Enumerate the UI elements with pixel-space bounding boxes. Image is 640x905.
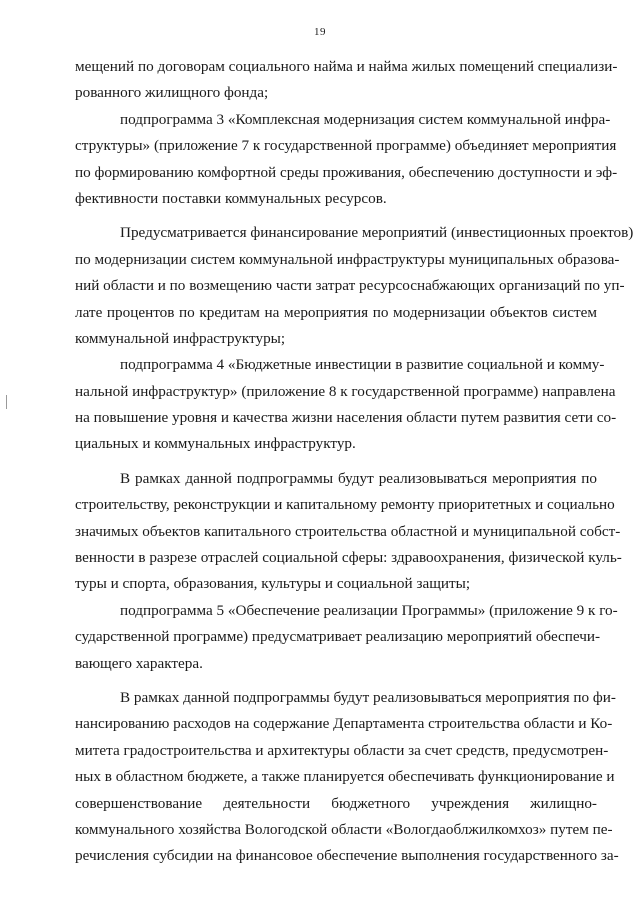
text-line: подпрограмма 3 «Комплексная модернизация систем коммунальной инфра- bbox=[120, 110, 611, 128]
text-line: структуры» (приложение 7 к государственной программе) объединяет мероприятия bbox=[75, 137, 617, 155]
text-line: коммунальной инфраструктуры; bbox=[75, 329, 286, 347]
text-line: ных в областном бюджете, а также планируется обеспечивать функционирование и bbox=[75, 768, 615, 786]
document-body bbox=[75, 54, 634, 870]
text-line: фективности поставки коммунальных ресурсов. bbox=[75, 189, 387, 207]
text-line: ний области и по возмещению части затрат ресурсоснабжающих организаций по уп- bbox=[75, 277, 625, 295]
text-line: подпрограмма 5 «Обеспечение реализации Программы» (приложение 9 к го- bbox=[120, 601, 618, 619]
text-line: на повышение уровня и качества жизни населения области путем развития сети со- bbox=[75, 409, 617, 427]
text-line: лате процентов по кредитам на мероприятия по модернизации объектов систем bbox=[75, 303, 597, 321]
text-line: сударственной программе) предусматривает реализацию мероприятий обеспечи- bbox=[75, 628, 601, 646]
page-number: 19 bbox=[314, 26, 326, 38]
text-line: строительству, реконструкции и капитальному ремонту приоритетных и социально bbox=[75, 496, 615, 514]
text-line: Предусматривается финансирование мероприятий (инвестиционных проектов) bbox=[120, 224, 634, 242]
text-line: митета градостроительства и архитектуры области за счет средств, предусмотрен- bbox=[75, 741, 609, 759]
text-line: туры и спорта, образования, культуры и социальной защиты; bbox=[75, 575, 471, 593]
text-line: рованного жилищного фонда; bbox=[75, 84, 269, 102]
text-line: нальной инфраструктур» (приложение 8 к государственной программе) направлена bbox=[75, 382, 616, 400]
text-line: подпрограмма 4 «Бюджетные инвестиции в развитие социальной и комму- bbox=[120, 356, 605, 374]
text-line: В рамках данной подпрограммы будут реализовываться мероприятия по фи- bbox=[120, 688, 616, 706]
text-line: коммунального хозяйства Вологодской области «Вологдаоблжилкомхоз» путем пе- bbox=[75, 820, 613, 838]
text-line: венности в разрезе отраслей социальной сферы: здравоохранения, физической куль- bbox=[75, 549, 622, 567]
text-line: по модернизации систем коммунальной инфраструктуры муниципальных образова- bbox=[75, 250, 620, 268]
text-line: совершенствование деятельности бюджетного учреждения жилищно- bbox=[75, 794, 597, 812]
text-line: речисления субсидии на финансовое обеспечение выполнения государственного за- bbox=[75, 847, 619, 865]
text-line: вающего характера. bbox=[75, 654, 203, 672]
scan-edge-mark bbox=[6, 395, 7, 409]
text-line: циальных и коммунальных инфраструктур. bbox=[75, 435, 356, 453]
text-line: В рамках данной подпрограммы будут реализовываться мероприятия по bbox=[120, 469, 597, 487]
text-line: нансированию расходов на содержание Департамента строительства области и Ко- bbox=[75, 715, 613, 733]
text-line: по формированию комфортной среды проживания, обеспечению доступности и эф- bbox=[75, 163, 618, 181]
text-line: значимых объектов капитального строительства областной и муниципальной собст- bbox=[75, 522, 621, 540]
text-line: мещений по договорам социального найма и найма жилых помещений специализи- bbox=[75, 58, 618, 75]
